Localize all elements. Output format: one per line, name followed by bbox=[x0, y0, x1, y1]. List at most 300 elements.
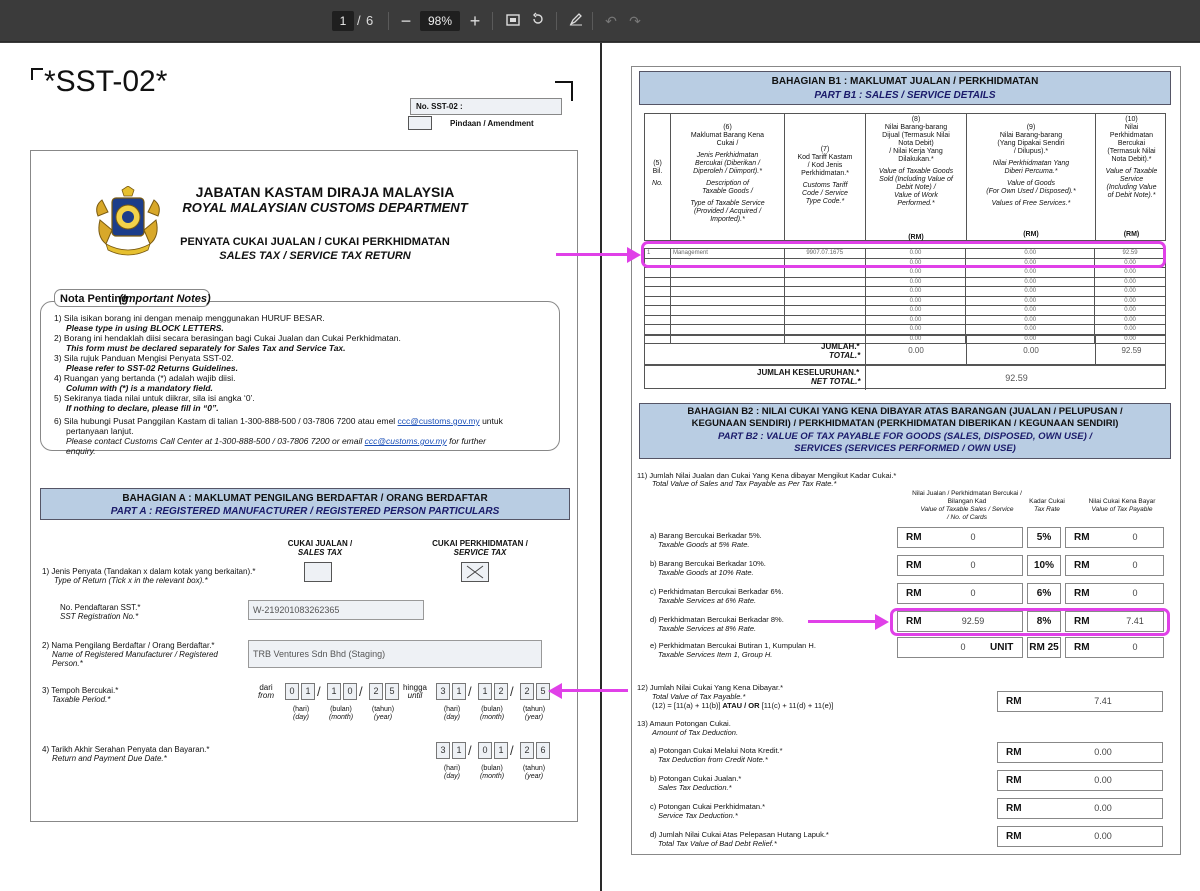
b1-cell[interactable] bbox=[784, 315, 865, 325]
b1-cell[interactable]: 0.00 bbox=[966, 306, 1095, 316]
value-col-header-en: Value of Taxable Sales / Service bbox=[920, 506, 1014, 513]
part-b1-title-ms: BAHAGIAN B1 : MAKLUMAT JUALAN / PERKHIDMATAN bbox=[771, 76, 1039, 87]
part-b2-title-en: PART B2 : VALUE OF TAX PAYABLE FOR GOODS (SALES, DISPOSED, OWN USE) / bbox=[717, 431, 1093, 442]
page-total: 6 bbox=[366, 13, 374, 28]
tax-rate: 5% bbox=[1027, 527, 1061, 548]
q1-label-ms: 1) Jenis Penyata (Tandakan x dalam kotak yang berkaitan).* bbox=[42, 567, 256, 576]
b1-col8-header-line: Dilakukan.* bbox=[898, 156, 934, 163]
b1-cell[interactable] bbox=[670, 287, 784, 297]
due-date-digit[interactable]: 3 bbox=[436, 742, 450, 759]
until-date-digit[interactable]: 1 bbox=[478, 683, 492, 700]
b1-col10-header-line: Bercukai bbox=[1117, 140, 1146, 147]
tax-payable-field[interactable] bbox=[1065, 583, 1164, 604]
part-b1-header bbox=[639, 71, 1171, 105]
b1-cell[interactable]: 0.00 bbox=[966, 325, 1095, 335]
b1-col10-header-line: Perkhidmatan bbox=[1109, 132, 1154, 139]
rm-label: RM bbox=[1074, 616, 1090, 627]
net-total-label-en: NET TOTAL.* bbox=[811, 377, 861, 386]
b1-cell[interactable]: 0.00 bbox=[865, 334, 966, 344]
b1-cell[interactable] bbox=[645, 287, 671, 297]
rm-label: RM bbox=[1074, 560, 1090, 571]
b1-col10-header-line: (Including Value bbox=[1106, 184, 1157, 191]
note-line-en: Please refer to SST-02 Returns Guidelines. bbox=[66, 363, 238, 373]
b1-cell[interactable]: 0.00 bbox=[1095, 287, 1166, 297]
b1-cell[interactable] bbox=[784, 325, 865, 335]
b1-cell[interactable]: 0.00 bbox=[865, 258, 966, 268]
part-b2-title-ms-2: KEGUNAAN SENDIRI) / PERKHIDMATAN (PERKHIDMATAN DIBERIKAN / KEGUNAAN SENDIRI) bbox=[691, 418, 1119, 429]
q13-label-en: Amount of Tax Deduction. bbox=[652, 728, 739, 737]
zoom-out-button[interactable]: − bbox=[400, 11, 412, 31]
b1-col6-header-line: Cukai / bbox=[716, 140, 739, 147]
reg-no-label-en: SST Registration No.* bbox=[60, 612, 139, 621]
b1-cell[interactable] bbox=[784, 296, 865, 306]
q3-label-en: Taxable Period.* bbox=[52, 695, 111, 704]
from-label-ms: dari bbox=[259, 683, 273, 692]
rm-label: RM bbox=[1074, 588, 1090, 599]
rate-label-ms: a) Barang Bercukai Berkadar 5%. bbox=[650, 531, 762, 540]
sst-registration-field[interactable]: W-219201083262365 bbox=[248, 600, 424, 620]
due-date-year-label: (tahun) bbox=[522, 765, 546, 772]
b1-col8-header-line: Value of Taxable Goods bbox=[878, 168, 954, 175]
until-date-digit[interactable]: 5 bbox=[536, 683, 550, 700]
deduction-value: 0.00 bbox=[1094, 831, 1112, 841]
due-date-digit[interactable]: 1 bbox=[452, 742, 466, 759]
b1-cell[interactable]: 0.00 bbox=[1095, 306, 1166, 316]
b1-cell[interactable] bbox=[784, 287, 865, 297]
reg-no-label-ms: No. Pendaftaran SST.* bbox=[60, 603, 141, 612]
b1-cell[interactable]: 0.00 bbox=[966, 268, 1095, 278]
b1-cell[interactable]: Management bbox=[670, 249, 784, 259]
due-date-digit[interactable]: 6 bbox=[536, 742, 550, 759]
rate-e-label-en: Taxable Services Item 1, Group H. bbox=[658, 650, 773, 659]
part-b2-title-ms: BAHAGIAN B2 : NILAI CUKAI YANG KENA DIBAYAR ATAS BARANGAN (JUALAN / PELUPUSAN / bbox=[687, 406, 1123, 417]
due-date-digit[interactable]: 2 bbox=[520, 742, 534, 759]
tax-e-field[interactable] bbox=[1065, 637, 1164, 658]
q12-label-ms: 12) Jumlah Nilai Cukai Yang Kena Dibayar.* bbox=[637, 683, 784, 692]
b1-col9-header-line: Nilai Barang-barang bbox=[999, 132, 1063, 139]
taxable-value-field[interactable] bbox=[897, 555, 1023, 576]
undo-icon[interactable]: ↶ bbox=[605, 13, 617, 29]
rm-label: RM bbox=[1074, 642, 1090, 653]
total-tax-payable-field[interactable] bbox=[997, 691, 1163, 712]
toolbar-divider bbox=[492, 12, 493, 30]
b1-col7-header-line: / Kod Jenis bbox=[807, 162, 843, 169]
tax-payable-value: 0 bbox=[1132, 532, 1138, 542]
q2-label-ms: 2) Nama Pengilang Berdaftar / Orang Berdaftar.* bbox=[42, 641, 215, 650]
note-line-en: This form must be declared separately for Sales Tax and Service Tax. bbox=[66, 343, 346, 353]
b1-col6-header-line: (6) bbox=[723, 124, 732, 131]
rm-label: RM bbox=[906, 532, 922, 543]
arrow-head bbox=[627, 247, 641, 263]
b1-cell[interactable]: 0.00 bbox=[966, 287, 1095, 297]
b1-col7-header-line: Kod Tariff Kastam bbox=[797, 154, 853, 161]
b1-col7-header-line: Type Code.* bbox=[805, 198, 845, 205]
q4-label-ms: 4) Tarikh Akhir Serahan Penyata dan Bayaran.* bbox=[42, 745, 210, 754]
note-6-cont: pertanyaan lanjut. bbox=[66, 426, 134, 436]
zoom-in-button[interactable]: + bbox=[469, 11, 481, 31]
b1-col5-header-line: No. bbox=[652, 180, 663, 187]
b1-col6-header-line: Description of bbox=[706, 180, 749, 187]
until-date-digit[interactable]: 2 bbox=[494, 683, 508, 700]
from-date-digit[interactable]: 5 bbox=[385, 683, 399, 700]
form-code: *SST-02* bbox=[44, 65, 168, 98]
rotate-icon[interactable] bbox=[527, 10, 549, 32]
b1-col10-header-line: Nota Debit).* bbox=[1111, 156, 1152, 163]
taxable-value-field[interactable] bbox=[897, 583, 1023, 604]
q2-label-en: Name of Registered Manufacturer / Registered bbox=[52, 650, 218, 659]
b1-col10-header-line: Value of Taxable bbox=[1105, 168, 1158, 175]
b1-col9-header-line: Diberi Percuma.* bbox=[1004, 168, 1058, 175]
from-date-digit[interactable]: 0 bbox=[343, 683, 357, 700]
b1-col8-header-line: Nota Debit) bbox=[898, 140, 934, 147]
b1-col7-header-line: Perkhidmatan.* bbox=[801, 170, 849, 177]
toolbar-divider bbox=[592, 12, 593, 30]
b1-cell[interactable]: 0.00 bbox=[1095, 334, 1166, 344]
b1-col8-header-line: Performed.* bbox=[897, 200, 935, 207]
registered-name-field[interactable]: TRB Ventures Sdn Bhd (Staging) bbox=[248, 640, 542, 668]
total-col10: 92.59 bbox=[1121, 346, 1142, 355]
toolbar-divider bbox=[388, 12, 389, 30]
note-6-en: Please contact Customs Call Center at 1-300-888-500 / 03-7806 7200 or email ccc@customs.gov.my for further bbox=[66, 436, 486, 446]
b1-cell[interactable] bbox=[670, 296, 784, 306]
until-date-day-label: (hari) bbox=[443, 706, 461, 713]
q12-label-en: Total Value of Tax Payable.* bbox=[652, 692, 746, 701]
annotation-arrow bbox=[562, 689, 628, 692]
deduction-label-en: Total Tax Value of Bad Debt Relief.* bbox=[658, 839, 777, 848]
note-line: 2) Borang ini hendaklah diisi secara berasingan bagi Cukai Jualan dan Cukai Perkhidmatan. bbox=[54, 333, 401, 343]
tax-rate: 10% bbox=[1027, 555, 1061, 576]
b1-col5-header bbox=[645, 160, 670, 188]
until-label-ms: hingga bbox=[402, 683, 428, 692]
b1-cell[interactable]: 0.00 bbox=[865, 315, 966, 325]
total-label-ms: JUMLAH.* bbox=[821, 342, 860, 351]
rate-rm25: RM 25 bbox=[1027, 637, 1061, 658]
deduction-label-ms: d) Jumlah Nilai Cukai Atas Pelepasan Hutang Lapuk.* bbox=[650, 830, 829, 839]
b1-table-row bbox=[645, 296, 1166, 306]
page-separator: / bbox=[357, 13, 361, 28]
arrow-head bbox=[548, 683, 562, 699]
tax-payable-value: 0 bbox=[1132, 560, 1138, 570]
page-number-input[interactable]: 1 bbox=[332, 11, 354, 31]
note-line-en: Column with (*) is a mandatory field. bbox=[66, 383, 213, 393]
b1-col6-header-line: Jenis Perkhidmatan bbox=[696, 152, 759, 159]
rm-label: RM bbox=[1006, 831, 1022, 842]
b1-table-row bbox=[645, 315, 1166, 325]
total-col8: 0.00 bbox=[908, 346, 924, 355]
deduction-value: 0.00 bbox=[1094, 775, 1112, 785]
notes-title-en: (Important Notes) bbox=[119, 293, 211, 305]
from-date-month-label-en: (month) bbox=[328, 714, 354, 721]
b1-col6-header-line: Bercukai (Diberikan / bbox=[695, 160, 760, 167]
page-2 bbox=[602, 43, 1200, 891]
until-label-en: until bbox=[407, 691, 423, 700]
until-date-year-label-en: (year) bbox=[524, 714, 544, 721]
rate-col-header-ms: Kadar Cukai bbox=[1029, 498, 1065, 505]
due-date-month-label: (bulan) bbox=[481, 765, 503, 772]
until-date-year-label: (tahun) bbox=[522, 706, 546, 713]
deduction-label-ms: c) Potongan Cukai Perkhidmatan.* bbox=[650, 802, 766, 811]
rate-e-label-ms: e) Perkhidmatan Bercukai Butiran 1, Kumpulan H. bbox=[650, 641, 816, 650]
due-date-slash: / bbox=[468, 743, 472, 758]
units-value: 0 bbox=[960, 642, 966, 652]
b1-col8-header-line: Sold (Including Value of bbox=[879, 176, 953, 183]
part-b1-title-en: PART B1 : SALES / SERVICE DETAILS bbox=[814, 90, 996, 101]
b1-cell[interactable]: 0.00 bbox=[865, 249, 966, 259]
draw-icon[interactable] bbox=[565, 10, 587, 32]
b1-cell[interactable]: 0.00 bbox=[865, 296, 966, 306]
b1-col6-header-line: Imported).* bbox=[710, 216, 745, 223]
b1-col9-header-line: / Dilupus).* bbox=[1013, 148, 1049, 155]
b1-cell[interactable]: 0.00 bbox=[966, 277, 1095, 287]
b1-table-row bbox=[645, 268, 1166, 278]
annotation-arrow bbox=[556, 253, 628, 256]
deduction-label-ms: a) Potongan Cukai Melalui Nota Kredit.* bbox=[650, 746, 783, 755]
taxable-value-field[interactable] bbox=[897, 527, 1023, 548]
service-tax-col-ms: CUKAI PERKHIDMATAN / bbox=[432, 539, 528, 548]
b1-cell[interactable]: 0.00 bbox=[966, 258, 1095, 268]
value-col-header-en-2: / No. of Cards bbox=[946, 514, 988, 521]
service-tax-checkbox-checked[interactable] bbox=[461, 562, 489, 582]
due-date-year-label-en: (year) bbox=[524, 773, 544, 780]
return-title-ms: PENYATA CUKAI JUALAN / CUKAI PERKHIDMATAN bbox=[180, 236, 450, 248]
due-date-digit[interactable]: 1 bbox=[494, 742, 508, 759]
b1-cell[interactable]: 0.00 bbox=[1095, 277, 1166, 287]
b1-cell[interactable] bbox=[670, 306, 784, 316]
b1-cell[interactable] bbox=[645, 325, 671, 335]
b1-cell[interactable]: 0.00 bbox=[1095, 258, 1166, 268]
rate-label-en: Taxable Services at 6% Rate. bbox=[658, 596, 757, 605]
b1-col9-header-line: (9) bbox=[1026, 124, 1036, 131]
until-date-digit[interactable]: 2 bbox=[520, 683, 534, 700]
q13-label-ms: 13) Amaun Potongan Cukai. bbox=[637, 719, 731, 728]
tax-rate: 6% bbox=[1027, 583, 1061, 604]
from-date-day-label: (hari) bbox=[292, 706, 310, 713]
email-link[interactable]: ccc@customs.gov.my bbox=[364, 436, 447, 446]
toolbar-divider bbox=[556, 12, 557, 30]
b1-cell[interactable] bbox=[645, 277, 671, 287]
highlight-8pct-row bbox=[890, 608, 1170, 636]
tax-payable-field[interactable] bbox=[1065, 555, 1164, 576]
rm-label: (RM) bbox=[1023, 231, 1039, 238]
net-total-label-ms: JUMLAH KESELURUHAN.* bbox=[757, 368, 860, 377]
b1-col6-header-line: Taxable Goods / bbox=[702, 188, 753, 195]
b1-cell[interactable]: 0.00 bbox=[865, 325, 966, 335]
q12-formula: (12) = [11(a) + 11(b)] ATAU / OR [11(c) + 11(d) + 11(e)] bbox=[652, 701, 834, 710]
sst-no-field[interactable] bbox=[410, 98, 562, 115]
department-name-en: ROYAL MALAYSIAN CUSTOMS DEPARTMENT bbox=[182, 200, 468, 215]
unit-label: UNIT bbox=[990, 642, 1014, 653]
b1-col10-header-line: Service bbox=[1119, 176, 1144, 183]
b1-net-total-row bbox=[644, 365, 1166, 389]
b1-col9-header bbox=[967, 124, 1095, 208]
b1-cell[interactable]: 9907.07.1675 bbox=[784, 249, 865, 259]
until-date-month-label: (bulan) bbox=[481, 706, 503, 713]
part-a-header bbox=[40, 488, 570, 520]
b1-col8-header-line: Value of Work bbox=[894, 192, 938, 199]
b1-col6-header-line: (Provided / Acquired / bbox=[693, 208, 762, 215]
rm-label: RM bbox=[1006, 747, 1022, 758]
b1-col9-header-line: (For Own Used / Disposed).* bbox=[986, 188, 1076, 195]
note-line-en: Please type in using BLOCK LETTERS. bbox=[66, 323, 224, 333]
b1-cell[interactable]: 0.00 bbox=[966, 296, 1095, 306]
b1-col7-header bbox=[785, 146, 865, 206]
deduction-label-en: Sales Tax Deduction.* bbox=[658, 783, 732, 792]
deduction-value: 0.00 bbox=[1094, 747, 1112, 757]
pdf-toolbar bbox=[0, 0, 1200, 42]
b1-cell[interactable]: 0.00 bbox=[1095, 268, 1166, 278]
email-link[interactable]: ccc@customs.gov.my bbox=[397, 416, 480, 426]
deduction-label-ms: b) Potongan Cukai Jualan.* bbox=[650, 774, 742, 783]
from-date-digit[interactable]: 1 bbox=[301, 683, 315, 700]
b1-col7-header-line: (7) bbox=[820, 146, 830, 153]
due-date-day-label: (hari) bbox=[443, 765, 461, 772]
value-col-header-ms: Nilai Jualan / Perkhidmatan Bercukai / bbox=[912, 490, 1022, 497]
b1-col9-header-line: Value of Goods bbox=[1007, 180, 1055, 187]
b1-cell[interactable] bbox=[645, 268, 671, 278]
notes-title-tab bbox=[54, 289, 210, 307]
q1-label-en: Type of Return (Tick x in the relevant box).* bbox=[54, 576, 208, 585]
part-a-title-en: PART A : REGISTERED MANUFACTURER / REGISTERED PERSON PARTICULARS bbox=[110, 506, 500, 517]
b1-cell[interactable] bbox=[670, 315, 784, 325]
highlight-b1-row1 bbox=[641, 241, 1166, 268]
b1-col5-header-line: Bil. bbox=[652, 168, 663, 175]
q11-label-en: Total Value of Sales and Tax Payable as Per Tax Rate.* bbox=[652, 479, 837, 488]
from-date-digit[interactable]: 1 bbox=[327, 683, 341, 700]
until-date-digit[interactable]: 3 bbox=[436, 683, 450, 700]
tax-payable-value: 0 bbox=[1132, 588, 1138, 598]
b1-cell[interactable] bbox=[670, 325, 784, 335]
total-col9: 0.00 bbox=[1023, 346, 1039, 355]
part-b2-header bbox=[639, 403, 1171, 459]
b1-cell[interactable] bbox=[784, 268, 865, 278]
part-b2-title-en-2: SERVICES (SERVICES PERFORMED / OWN USE) bbox=[794, 443, 1016, 454]
annotation-arrow bbox=[808, 620, 876, 623]
deduction-field[interactable] bbox=[997, 742, 1163, 763]
sst-no-label: No. SST-02 : bbox=[416, 102, 463, 111]
fit-page-icon[interactable] bbox=[502, 10, 524, 32]
deduction-field[interactable] bbox=[997, 798, 1163, 819]
b1-table-row bbox=[645, 277, 1166, 287]
deduction-label-en: Service Tax Deduction.* bbox=[658, 811, 738, 820]
note-line: 5) Sekiranya tiada nilai untuk diikrar, sila isi angka ‘0’. bbox=[54, 393, 255, 403]
rate-label-ms: c) Perkhidmatan Bercukai Berkadar 6%. bbox=[650, 587, 784, 596]
until-date-slash: / bbox=[468, 684, 472, 699]
total-label-en: TOTAL.* bbox=[829, 351, 861, 360]
b1-cell[interactable]: 0.00 bbox=[865, 287, 966, 297]
until-date-month-label-en: (month) bbox=[479, 714, 505, 721]
b1-col10-header-line: (10) bbox=[1125, 116, 1138, 123]
taxable-value: 0 bbox=[970, 532, 976, 542]
b1-cell[interactable]: 0.00 bbox=[1095, 296, 1166, 306]
b1-cell[interactable]: 0.00 bbox=[865, 268, 966, 278]
due-date-day-label-en: (day) bbox=[444, 773, 460, 780]
rm-label: RM bbox=[906, 616, 922, 627]
amendment-checkbox[interactable] bbox=[408, 116, 432, 130]
b1-col10-header bbox=[1096, 116, 1167, 200]
b1-table-row bbox=[645, 306, 1166, 316]
b1-cell[interactable]: 0.00 bbox=[966, 315, 1095, 325]
from-date-digit[interactable]: 2 bbox=[369, 683, 383, 700]
b1-col9-header-line: (Yang Dipakai Sendiri bbox=[997, 140, 1065, 147]
b1-cell[interactable]: 0.00 bbox=[966, 249, 1095, 259]
b1-cell[interactable] bbox=[645, 315, 671, 325]
until-date-digit[interactable]: 1 bbox=[452, 683, 466, 700]
note-line: 4) Ruangan yang bertanda (*) adalah wajib diisi. bbox=[54, 373, 236, 383]
b1-cell[interactable] bbox=[670, 268, 784, 278]
until-date-slash: / bbox=[510, 684, 514, 699]
q3-label-ms: 3) Tempoh Bercukai.* bbox=[42, 686, 119, 695]
check-x-icon bbox=[462, 563, 488, 581]
b1-cell[interactable]: 0.00 bbox=[1095, 325, 1166, 335]
deduction-value: 0.00 bbox=[1094, 803, 1112, 813]
b1-cell[interactable] bbox=[784, 277, 865, 287]
due-date-digit[interactable]: 0 bbox=[478, 742, 492, 759]
zoom-level-input[interactable]: 98% bbox=[420, 11, 460, 31]
sales-tax-checkbox[interactable] bbox=[304, 562, 332, 582]
b1-cell[interactable]: 0.00 bbox=[865, 277, 966, 287]
from-date-year-label: (tahun) bbox=[371, 706, 395, 713]
b1-cell[interactable]: 0.00 bbox=[865, 306, 966, 316]
customs-crest-logo bbox=[92, 186, 164, 260]
rm-label: RM bbox=[906, 560, 922, 571]
b1-cell[interactable] bbox=[784, 306, 865, 316]
b1-table-row bbox=[645, 325, 1166, 335]
note-line: 3) Sila rujuk Panduan Mengisi Penyata SST-02. bbox=[54, 353, 234, 363]
note-line: 1) Sila isikan borang ini dengan menaip menggunakan HURUF BESAR. bbox=[54, 313, 325, 323]
due-date-slash: / bbox=[510, 743, 514, 758]
taxable-value: 0 bbox=[970, 588, 976, 598]
tax-payable-field[interactable] bbox=[1065, 527, 1164, 548]
rate-label-ms: d) Perkhidmatan Bercukai Berkadar 8%. bbox=[650, 615, 784, 624]
b1-cell[interactable]: 92.59 bbox=[1095, 249, 1166, 259]
b1-cell[interactable]: 1 bbox=[645, 249, 671, 259]
b1-cell[interactable] bbox=[670, 277, 784, 287]
rate-label-en: Taxable Goods at 10% Rate. bbox=[658, 568, 754, 577]
deduction-field[interactable] bbox=[997, 826, 1163, 847]
service-item-units-field[interactable] bbox=[897, 637, 1023, 658]
b1-total-row bbox=[644, 335, 1166, 365]
b1-col9-header-line: Nilai Perkhidmatan Yang bbox=[992, 160, 1070, 167]
rm-label: RM bbox=[1006, 775, 1022, 786]
rm-label: RM bbox=[1006, 803, 1022, 814]
from-date-day-label-en: (day) bbox=[293, 714, 309, 721]
notes-title: Nota Penting bbox=[60, 293, 128, 305]
deduction-field[interactable] bbox=[997, 770, 1163, 791]
b1-col6-header-line: Type of Taxable Service bbox=[690, 200, 765, 207]
b1-col8-header bbox=[866, 116, 966, 208]
q4-label-en: Return and Payment Due Date.* bbox=[52, 754, 167, 763]
from-date-digit[interactable]: 0 bbox=[285, 683, 299, 700]
b1-col10-header-line: (Termasuk Nilai bbox=[1107, 148, 1156, 155]
part-a-title-ms: BAHAGIAN A : MAKLUMAT PENGILANG BERDAFTAR / ORANG BERDAFTAR bbox=[122, 493, 488, 504]
b1-cell[interactable]: 0.00 bbox=[1095, 315, 1166, 325]
b1-col6-header-line: Diperoleh / Diimport).* bbox=[693, 168, 762, 175]
tax-rate: 8% bbox=[1027, 611, 1061, 632]
from-label-en: from bbox=[258, 691, 274, 700]
b1-cell[interactable] bbox=[645, 306, 671, 316]
b1-cell[interactable] bbox=[645, 296, 671, 306]
service-tax-col-en: SERVICE TAX bbox=[453, 548, 507, 557]
deduction-label-en: Tax Deduction from Credit Note.* bbox=[658, 755, 768, 764]
b1-cell[interactable]: 0.00 bbox=[966, 334, 1095, 344]
b1-table-row bbox=[645, 287, 1166, 297]
taxable-value: 92.59 bbox=[961, 616, 985, 626]
arrow-head bbox=[875, 614, 889, 630]
tax-col-header-en: Value of Tax Payable bbox=[1091, 506, 1153, 513]
q2-label-en-2: Person.* bbox=[52, 659, 83, 668]
b1-col8-header-line: Nilai Barang-barang bbox=[884, 124, 948, 131]
redo-icon[interactable]: ↷ bbox=[629, 13, 641, 29]
